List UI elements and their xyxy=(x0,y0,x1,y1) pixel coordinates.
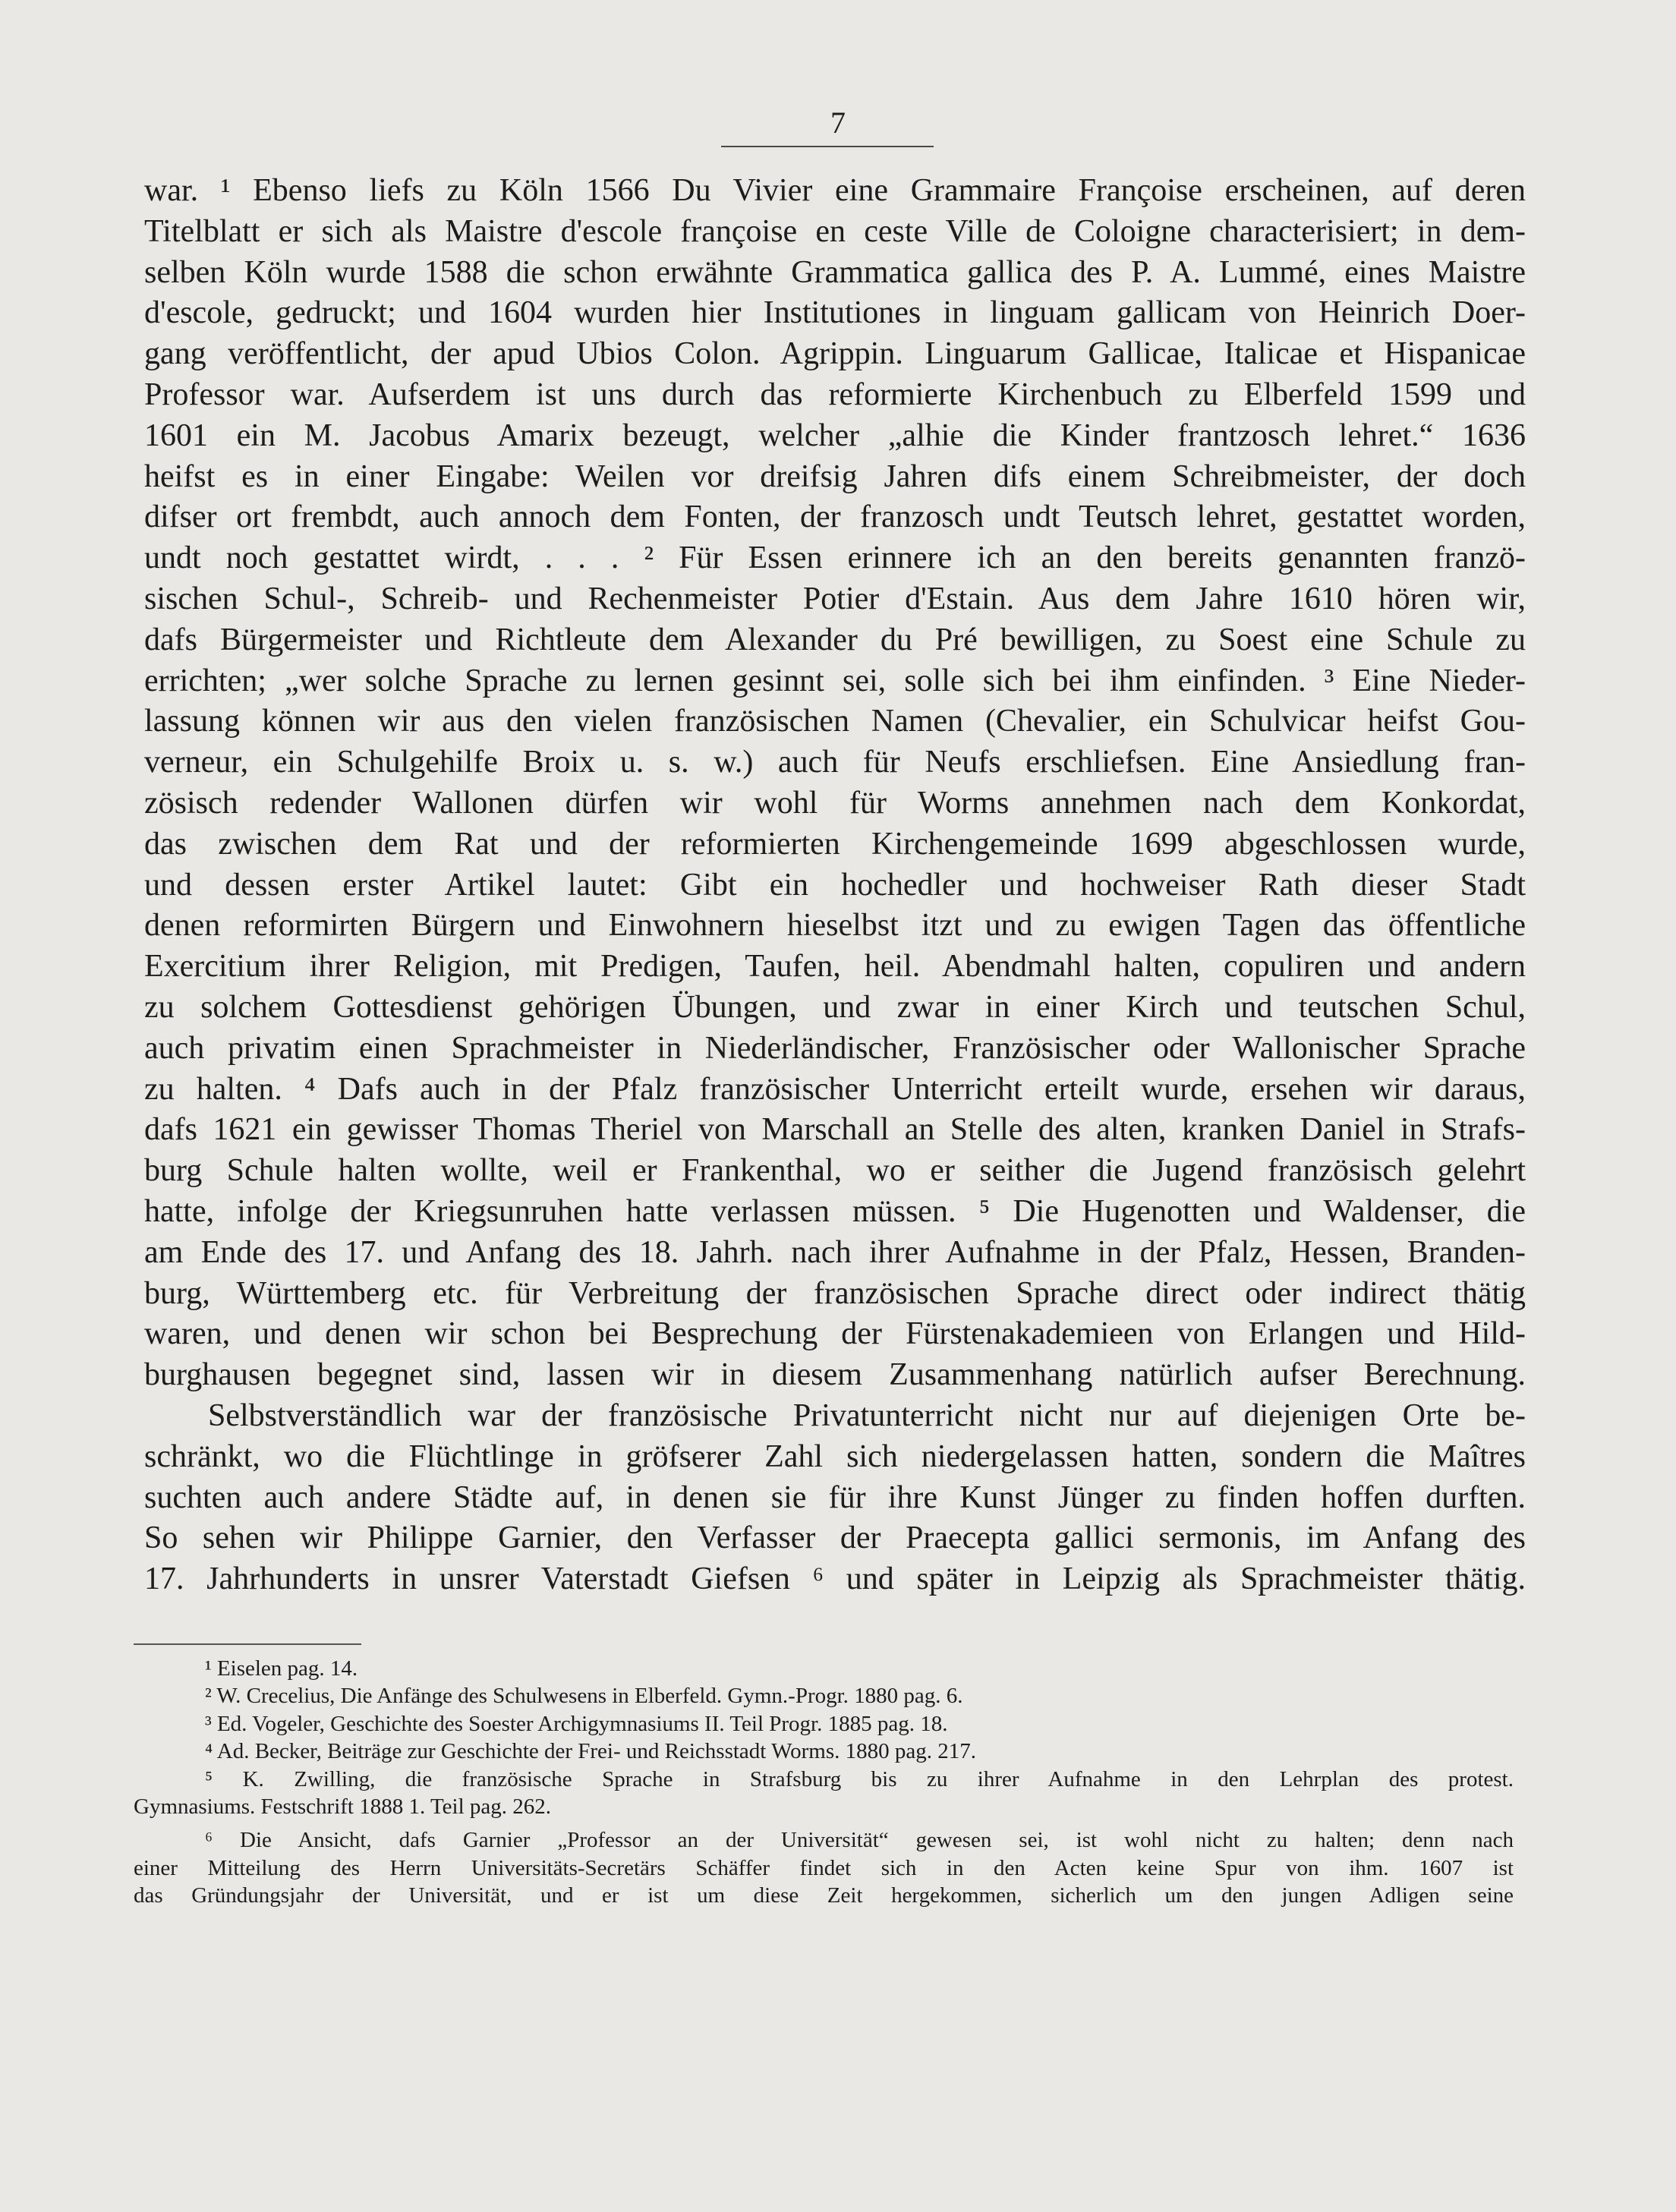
body-line: waren, und denen wir schon bei Besprechung der Fürstenakademieen von Erlangen und Hild- xyxy=(144,1316,1526,1352)
footnote-1: ¹ Eiselen pag. 14. xyxy=(205,1656,358,1681)
body-line: dafs Bürgermeister und Richtleute dem Alexander du Pré bewilligen, zu Soest eine Schule zu xyxy=(144,622,1526,657)
body-line: Titelblatt er sich als Maistre d'escole françoise en ceste Ville de Coloigne characterisiert; in dem- xyxy=(144,213,1526,249)
body-line: gang veröffentlicht, der apud Ubios Colon. Agrippin. Linguarum Gallicae, Italicae et Hispanicae xyxy=(144,336,1526,372)
body-line: dafs 1621 ein gewisser Thomas Theriel von Marschall an Stelle des alten, kranken Daniel in Strafs- xyxy=(144,1112,1526,1148)
footnote-6-continued: das Gründungsjahr der Universität, und er ist um diese Zeit hergekommen, sicherlich um den jungen Adligen seine xyxy=(134,1883,1514,1908)
footnote-4: ⁴ Ad. Becker, Beiträge zur Geschichte der Frei- und Reichsstadt Worms. 1880 pag. 217. xyxy=(205,1739,976,1764)
footnote-gap xyxy=(134,1820,1514,1826)
page-number: 7 xyxy=(830,106,846,140)
body-line: selben Köln wurde 1588 die schon erwähnte Grammatica gallica des P. A. Lummé, eines Maistre xyxy=(144,254,1526,290)
body-line: hatte, infolge der Kriegsunruhen hatte verlassen müssen. ⁵ Die Hugenotten und Waldenser, die xyxy=(144,1193,1526,1229)
body-line: suchten auch andere Städte auf, in denen sie für ihre Kunst Jünger zu finden hoffen durften. xyxy=(144,1479,1526,1515)
footnote-6-continued: einer Mitteilung des Herrn Universitäts-Secretärs Schäffer findet sich in den Acten keine Spur von ihm. 1607 ist xyxy=(134,1855,1514,1880)
body-line: burghausen begegnet sind, lassen wir in diesem Zusammenhang natürlich aufser Berechnung. xyxy=(144,1357,1526,1393)
body-line: zu solchem Gottesdienst gehörigen Übungen, und zwar in einer Kirch und teutschen Schul, xyxy=(144,989,1526,1025)
body-line: sischen Schul-, Schreib- und Rechenmeister Potier d'Estain. Aus dem Jahre 1610 hören wir, xyxy=(144,581,1526,616)
body-line: zösisch redender Wallonen dürfen wir wohl für Worms annehmen nach dem Konkordat, xyxy=(144,785,1526,821)
body-line: heifst es in einer Eingabe: Weilen vor dreifsig Jahren difs einem Schreibmeister, der doch xyxy=(144,458,1526,494)
body-line: auch privatim einen Sprachmeister in Niederländischer, Französischer oder Wallonischer Sprache xyxy=(144,1030,1526,1066)
body-line: lassung können wir aus den vielen französischen Namen (Chevalier, ein Schulvicar heifst Gou- xyxy=(144,704,1526,739)
footnote-6: ⁶ Die Ansicht, dafs Garnier „Professor an der Universität“ gewesen sei, ist wohl nicht zu halten; denn nach xyxy=(205,1828,1514,1853)
body-line: und dessen erster Artikel lautet: Gibt ein hochedler und hochweiser Rath dieser Stadt xyxy=(144,867,1526,903)
footnote-2: ² W. Crecelius, Die Anfänge des Schulwesens in Elberfeld. Gymn.-Progr. 1880 pag. 6. xyxy=(205,1684,963,1709)
body-line: Professor war. Aufserdem ist uns durch das reformierte Kirchenbuch zu Elberfeld 1599 und xyxy=(144,377,1526,412)
body-text xyxy=(144,171,1526,1600)
body-line: das zwischen dem Rat und der reformierten Kirchengemeinde 1699 abgeschlossen wurde, xyxy=(144,826,1526,862)
body-line: So sehen wir Philippe Garnier, den Verfasser der Praecepta gallici sermonis, im Anfang des xyxy=(144,1520,1526,1556)
body-line: d'escole, gedruckt; und 1604 wurden hier Institutiones in linguam gallicam von Heinrich Doer- xyxy=(144,295,1526,331)
body-line: undt noch gestattet wirdt, . . . ² Für Essen erinnere ich an den bereits genannten franzö- xyxy=(144,540,1526,576)
body-line: Exercitium ihrer Religion, mit Predigen, Taufen, heil. Abendmahl halten, copuliren und andern xyxy=(144,949,1526,985)
body-line: burg Schule halten wollte, weil er Frankenthal, wo er seither die Jugend französisch gelehrt xyxy=(144,1153,1526,1189)
footnote-5-continued: Gymnasiums. Festschrift 1888 1. Teil pag. 262. xyxy=(134,1794,552,1819)
footnotes xyxy=(134,1655,1514,1910)
body-line: zu halten. ⁴ Dafs auch in der Pfalz französischer Unterricht erteilt wurde, ersehen wir daraus, xyxy=(144,1071,1526,1107)
body-line: verneur, ein Schulgehilfe Broix u. s. w.) auch für Neufs erschliefsen. Eine Ansiedlung fran- xyxy=(144,745,1526,780)
body-line: errichten; „wer solche Sprache zu lernen gesinnt sei, solle sich bei ihm einfinden. ³ Eine Nieder- xyxy=(144,663,1526,698)
footnote-separator xyxy=(134,1643,361,1645)
footnote-5: ⁵ K. Zwilling, die französische Sprache in Strafsburg bis zu ihrer Aufnahme in den Lehrplan des protest. xyxy=(205,1766,1514,1791)
body-line: 1601 ein M. Jacobus Amarix bezeugt, welcher „alhie die Kinder frantzosch lehret.“ 1636 xyxy=(144,418,1526,453)
body-line: am Ende des 17. und Anfang des 18. Jahrh. nach ihrer Aufnahme in der Pfalz, Hessen, Branden- xyxy=(144,1234,1526,1270)
body-line: burg, Württemberg etc. für Verbreitung der französischen Sprache direct oder indirect thätig xyxy=(144,1275,1526,1311)
body-line: 17. Jahrhunderts in unsrer Vaterstadt Giefsen ⁶ und später in Leipzig als Sprachmeister thätig. xyxy=(144,1561,1526,1597)
footnote-3: ³ Ed. Vogeler, Geschichte des Soester Archigymnasiums II. Teil Progr. 1885 pag. 18. xyxy=(205,1711,948,1736)
body-line: denen reformirten Bürgern und Einwohnern hieselbst itzt und zu ewigen Tagen das öffentliche xyxy=(144,908,1526,944)
body-line: war. ¹ Ebenso liefs zu Köln 1566 Du Vivier eine Grammaire Françoise erscheinen, auf deren xyxy=(144,173,1526,208)
body-line: schränkt, wo die Flüchtlinge in gröfserer Zahl sich niedergelassen hatten, sondern die Maîtres xyxy=(144,1438,1526,1474)
page-number-rule xyxy=(721,146,934,147)
body-line-paragraph-start: Selbstverständlich war der französische Privatunterricht nicht nur auf diejenigen Orte be- xyxy=(208,1397,1526,1433)
body-line: difser ort frembdt, auch annoch dem Fonten, der franzosch undt Teutsch lehret, gestattet worden, xyxy=(144,499,1526,535)
